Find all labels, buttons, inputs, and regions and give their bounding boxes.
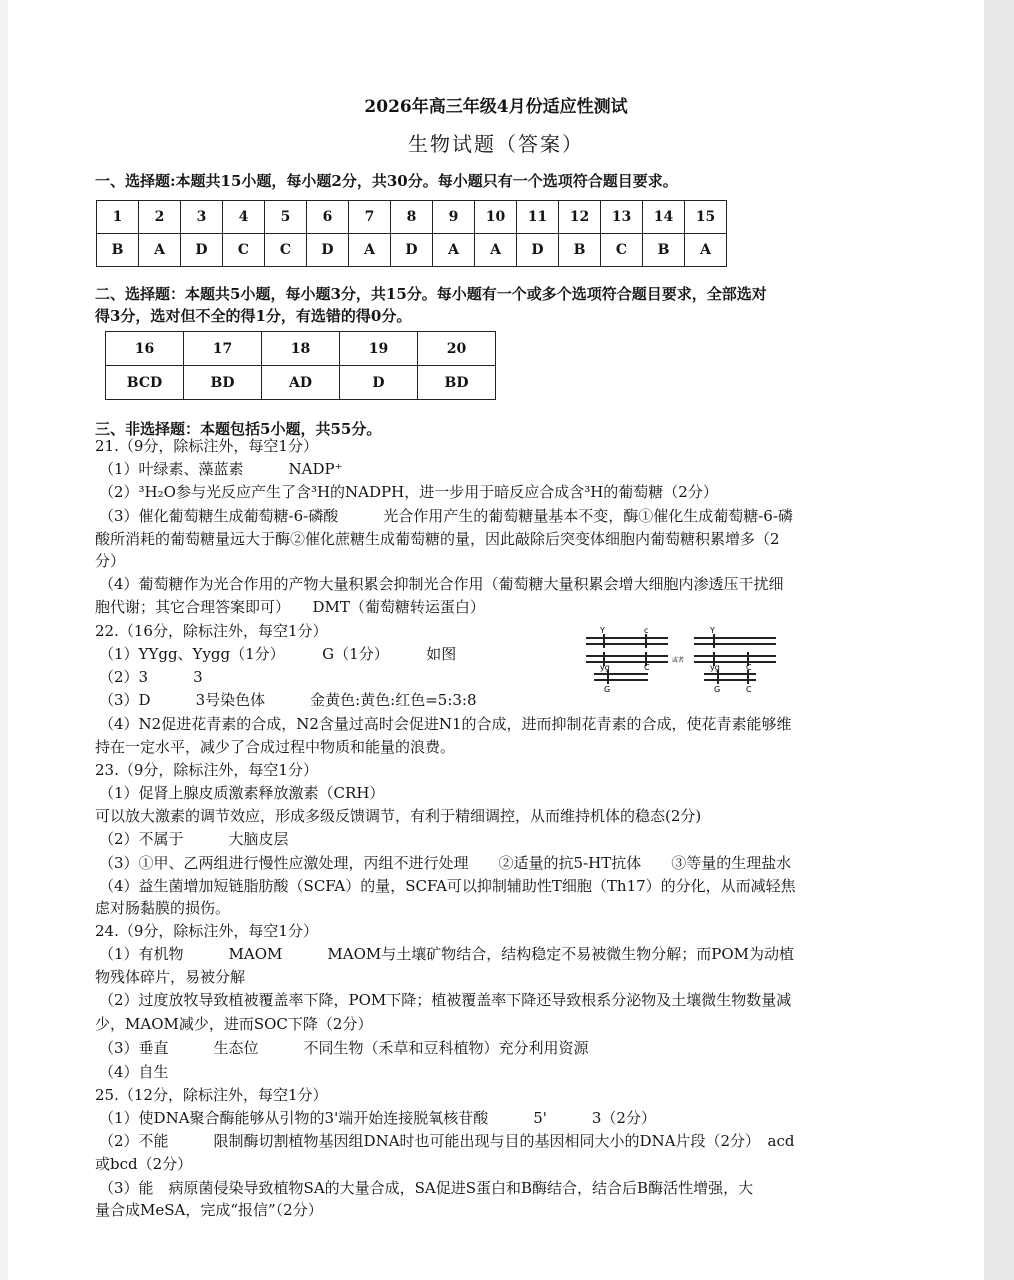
answer-line: 22.（16分，除标注外，每空1分） — [95, 622, 328, 640]
mc-answer-cell-14: B — [643, 234, 685, 267]
mc-number-cell-2: 2 — [139, 201, 181, 234]
answer-line: （4）自生 — [99, 1063, 169, 1081]
answer-line: （4）益生菌增加短链脂肪酸（SCFA）的量，SCFA可以抑制辅助性T细胞（Th17）的分化，从而减轻焦 — [99, 877, 796, 895]
answer-line: （1）促肾上腺皮质激素释放激素（CRH） — [99, 784, 385, 802]
answer-line: 持在一定水平，减少了合成过程中物质和能量的浪费。 — [95, 738, 456, 756]
multi-answer-cell-1: BCD — [106, 366, 184, 400]
answer-line: （2）过度放牧导致植被覆盖率下降，POM下降；植被覆盖率下降还导致根系分泌物及土壤微生物数量减 — [99, 991, 792, 1009]
page-subtitle: 生物试题（答案） — [408, 132, 584, 156]
multi-answer-table — [105, 331, 496, 400]
mc-answer-cell-15: A — [685, 234, 727, 267]
answer-line: （4）葡萄糖作为光合作用的产物大量积累会抑制光合作用（葡萄糖大量积累会增大细胞内渗透压干扰细 — [99, 575, 784, 593]
label-G-left: G — [604, 685, 611, 694]
answer-line: 胞代谢；其它合理答案即可） DMT（葡萄糖转运蛋白） — [95, 598, 485, 616]
page-title: 2026年高三年级4月份适应性测试 — [364, 97, 628, 117]
mc-answer-cell-3: D — [181, 234, 223, 267]
answer-line: 虑对肠黏膜的损伤。 — [95, 899, 231, 917]
label-yg-left: yg — [600, 663, 610, 672]
mc-answer-table — [96, 200, 727, 267]
section3-heading: 三、非选择题：本题包括5小题，共55分。 — [95, 420, 382, 438]
answer-line: （2）不能 限制酶切割植物基因组DNA时也可能出现与目的基因相同大小的DNA片段（2分） acd — [99, 1132, 795, 1150]
answer-line: 可以放大激素的调节效应，形成多级反馈调节，有利于精细调控，从而维持机体的稳态(2分) — [95, 807, 702, 825]
label-Y-left: Y — [600, 626, 605, 635]
section2-heading-line1: 二、选择题：本题共5小题，每小题3分，共15分。每小题有一个或多个选项符合题目要求，全部选对 — [95, 285, 767, 303]
answer-line: （4）N2促进花青素的合成，N2含量过高时会促进N1的合成，进而抑制花青素的合成，使花青素能够维 — [99, 715, 792, 733]
mc-number-cell-10: 10 — [475, 201, 517, 234]
mc-answer-cell-7: A — [349, 234, 391, 267]
mc-answer-cell-5: C — [265, 234, 307, 267]
section2-heading-line2: 得3分，选对但不全的得1分，有选错的得0分。 — [95, 307, 412, 325]
label-yg-right: yg — [710, 663, 720, 672]
diagram-or-text: 或者 — [672, 657, 685, 664]
mc-number-cell-15: 15 — [685, 201, 727, 234]
mc-answer-cell-10: A — [475, 234, 517, 267]
answer-line: 物残体碎片，易被分解 — [95, 968, 246, 986]
answer-line: （1）有机物 MAOM MAOM与土壤矿物结合，结构稳定不易被微生物分解；而POM为动植 — [99, 945, 794, 963]
multi-answer-cell-4: D — [340, 366, 418, 400]
mc-number-cell-7: 7 — [349, 201, 391, 234]
answer-line: 23.（9分，除标注外，每空1分） — [95, 761, 318, 779]
answer-line: 24.（9分，除标注外，每空1分） — [95, 922, 318, 940]
answer-line: （2）³H₂O参与光反应产生了含³H的NADPH，进一步用于暗反应合成含³H的葡萄糖（2分） — [99, 483, 718, 501]
multi-number-cell-5: 20 — [418, 332, 496, 366]
mc-number-cell-12: 12 — [559, 201, 601, 234]
section1-heading: 一、选择题:本题共15小题，每小题2分，共30分。每小题只有一个选项符合题目要求。 — [95, 172, 678, 190]
mc-number-cell-14: 14 — [643, 201, 685, 234]
mc-answer-cell-13: C — [601, 234, 643, 267]
right-margin-strip — [984, 0, 1014, 1280]
answer-line: （3）D 3号染色体 金黄色:黄色:红色=5:3:8 — [99, 691, 477, 709]
answer-line: 量合成MeSA，完成“报信”（2分） — [95, 1201, 323, 1219]
mc-answer-cell-12: B — [559, 234, 601, 267]
multi-answer-cell-2: BD — [184, 366, 262, 400]
answer-line: 或bcd（2分） — [95, 1155, 193, 1173]
label-C-right: C — [746, 663, 752, 672]
multi-number-cell-4: 19 — [340, 332, 418, 366]
mc-number-cell-3: 3 — [181, 201, 223, 234]
label-c-left: c — [644, 626, 649, 635]
answer-line: （3）垂直 生态位 不同生物（禾草和豆科植物）充分利用资源 — [99, 1039, 589, 1057]
answer-line: （2）3 3 — [99, 668, 203, 686]
multi-answer-cell-3: AD — [262, 366, 340, 400]
mc-number-cell-8: 8 — [391, 201, 433, 234]
label-Y-right: Y — [710, 626, 715, 635]
mc-answer-cell-1: B — [97, 234, 139, 267]
label-C-left: C — [644, 663, 650, 672]
mc-answer-cell-6: D — [307, 234, 349, 267]
mc-number-cell-5: 5 — [265, 201, 307, 234]
answer-sheet — [8, 0, 984, 1280]
answer-line: （1）使DNA聚合酶能够从引物的3'端开始连接脱氧核苷酸 5' 3（2分） — [99, 1109, 656, 1127]
answer-line: 分） — [95, 552, 126, 570]
answer-line: （2）不属于 大脑皮层 — [99, 830, 289, 848]
answer-line: 少，MAOM减少，进而SOC下降（2分） — [95, 1015, 373, 1033]
multi-answer-cell-5: BD — [418, 366, 496, 400]
multi-number-cell-3: 18 — [262, 332, 340, 366]
mc-answer-cell-4: C — [223, 234, 265, 267]
chromosome-diagram — [576, 624, 786, 700]
diagram-left — [586, 626, 668, 694]
label-G-right: G — [714, 685, 721, 694]
answer-line: （1）YYgg、Yygg（1分） G（1分） 如图 — [99, 645, 457, 663]
answer-line: （3）能 病原菌侵染导致植物SA的大量合成，SA促进S蛋白和B酶结合，结合后B酶活性增强，大 — [99, 1179, 754, 1197]
answer-line: （3）催化葡萄糖生成葡萄糖-6-磷酸 光合作用产生的葡萄糖量基本不变，酶①催化生成葡萄糖-6-磷 — [99, 507, 793, 525]
diagram-right — [694, 626, 776, 694]
mc-number-cell-9: 9 — [433, 201, 475, 234]
mc-answer-cell-2: A — [139, 234, 181, 267]
mc-number-cell-4: 4 — [223, 201, 265, 234]
answer-line: （1）叶绿素、藻蓝素 NADP⁺ — [99, 460, 343, 478]
mc-number-cell-1: 1 — [97, 201, 139, 234]
answer-line: 21.（9分，除标注外，每空1分） — [95, 437, 318, 455]
answer-line: 25.（12分，除标注外，每空1分） — [95, 1086, 328, 1104]
mc-answer-cell-11: D — [517, 234, 559, 267]
mc-number-cell-13: 13 — [601, 201, 643, 234]
mc-number-cell-6: 6 — [307, 201, 349, 234]
multi-number-cell-2: 17 — [184, 332, 262, 366]
answer-line: （3）①甲、乙两组进行慢性应激处理，丙组不进行处理 ②适量的抗5-HT抗体 ③等量的生理盐水 — [99, 854, 792, 872]
mc-number-cell-11: 11 — [517, 201, 559, 234]
label-C2-right: C — [746, 685, 752, 694]
multi-number-cell-1: 16 — [106, 332, 184, 366]
mc-answer-cell-8: D — [391, 234, 433, 267]
mc-answer-cell-9: A — [433, 234, 475, 267]
answer-line: 酸所消耗的葡萄糖量远大于酶②催化蔗糖生成葡萄糖的量，因此敲除后突变体细胞内葡萄糖积累增多（2 — [95, 530, 780, 548]
